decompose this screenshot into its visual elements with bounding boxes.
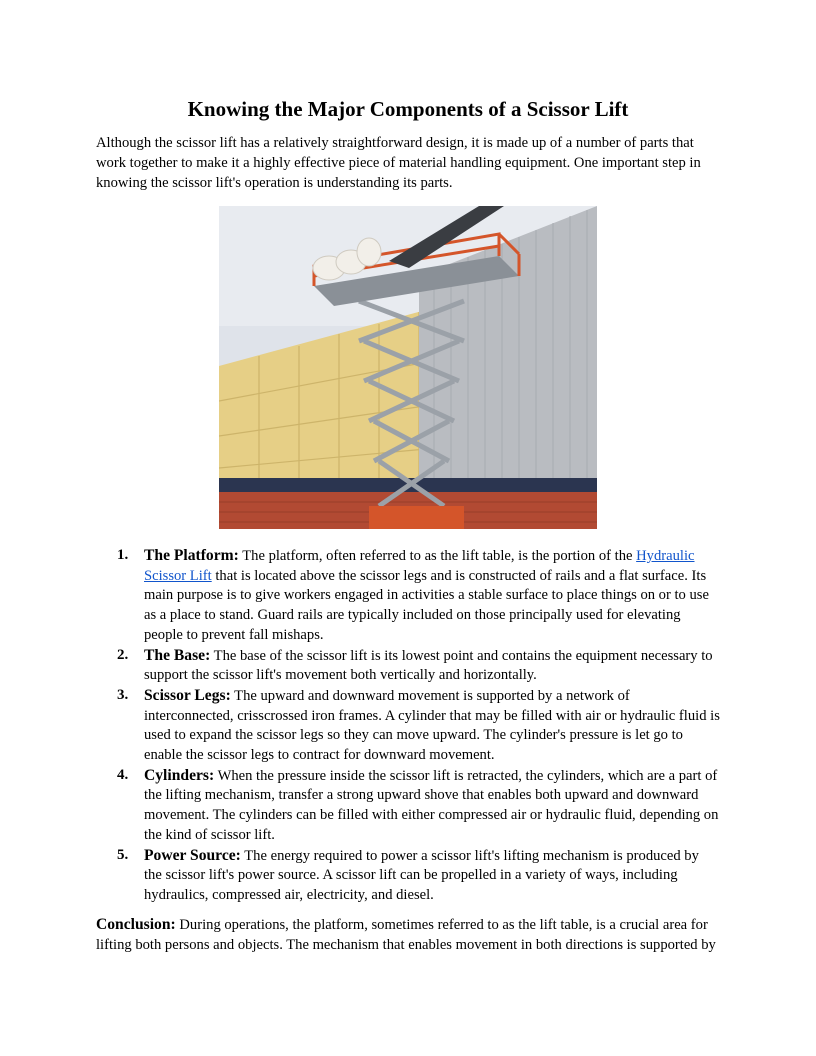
list-number: 4. — [117, 766, 129, 783]
list-item-text: When the pressure inside the scissor lift is retracted, the cylinders, which are a part of the lifting mechanism, transfer a strong upward shove that enables both upward and downward movement. The cylinders can be filled with either compressed air or hydraulic fluid, depending on the kind of scissor lift. — [144, 767, 719, 843]
components-list — [96, 546, 720, 906]
list-item — [96, 846, 720, 906]
conclusion-paragraph — [96, 915, 720, 955]
list-item-term: The Base: — [144, 646, 211, 664]
list-item-text: The upward and downward movement is supported by a network of interconnected, crisscrossed iron frames. A cylinder that may be filled with air or hydraulic fluid is used to expand the scissor legs so they can move upward. The cylinder's pressure is let go to enable the scissor legs to contract for downward movement. — [144, 687, 720, 764]
list-number: 1. — [117, 547, 129, 563]
page-title: Knowing the Major Components of a Scissor Lift — [187, 97, 629, 121]
list-item-term: The Platform: — [144, 547, 239, 564]
list-item-term: Cylinders: — [144, 766, 215, 784]
list-item — [96, 766, 720, 846]
list-number: 3. — [117, 686, 129, 703]
list-item — [96, 546, 720, 646]
list-number: 2. — [117, 646, 129, 663]
list-item-text: The platform, often referred to as the lift table, is the portion of the — [242, 548, 633, 564]
list-number: 5. — [117, 846, 129, 863]
intro-paragraph: Although the scissor lift has a relatively straightforward design, it is made up of a number of parts that work together to make it a highly effective piece of material handling equipment. One important step in knowing the scissor lift's operation is understanding its parts. — [96, 135, 701, 191]
list-item — [96, 646, 720, 686]
list-item-text: The energy required to power a scissor lift's lifting mechanism is produced by the scissor lift's power source. A scissor lift can be propelled in a variety of ways, including hydraulics, compressed air, electricity, and diesel. — [144, 847, 699, 903]
list-item — [96, 686, 720, 766]
list-item-term: Scissor Legs: — [144, 686, 231, 704]
hydraulic-scissor-lift-link[interactable]: Hydraulic Scissor Lift — [144, 548, 695, 584]
scissor-lift-photo — [219, 206, 597, 529]
list-item-text: that is located above the scissor legs and is constructed of rails and a flat surface. Its main purpose is to give workers engaged in activities a stable surface to place things on or to use as a place to stand. Guard rails are typically included on those principally used for elevating people to prevent fall mishaps. — [144, 567, 709, 643]
conclusion-text: During operations, the platform, sometimes referred to as the lift table, is a crucial area for lifting both persons and objects. The mechanism that enables movement in both directions is supported by — [96, 917, 716, 953]
list-item-term: Power Source: — [144, 846, 241, 864]
conclusion-term: Conclusion: — [96, 916, 176, 933]
list-item-text: The base of the scissor lift is its lowest point and contains the equipment necessary to support the scissor lift's movement both vertically and horizontally. — [144, 647, 713, 684]
